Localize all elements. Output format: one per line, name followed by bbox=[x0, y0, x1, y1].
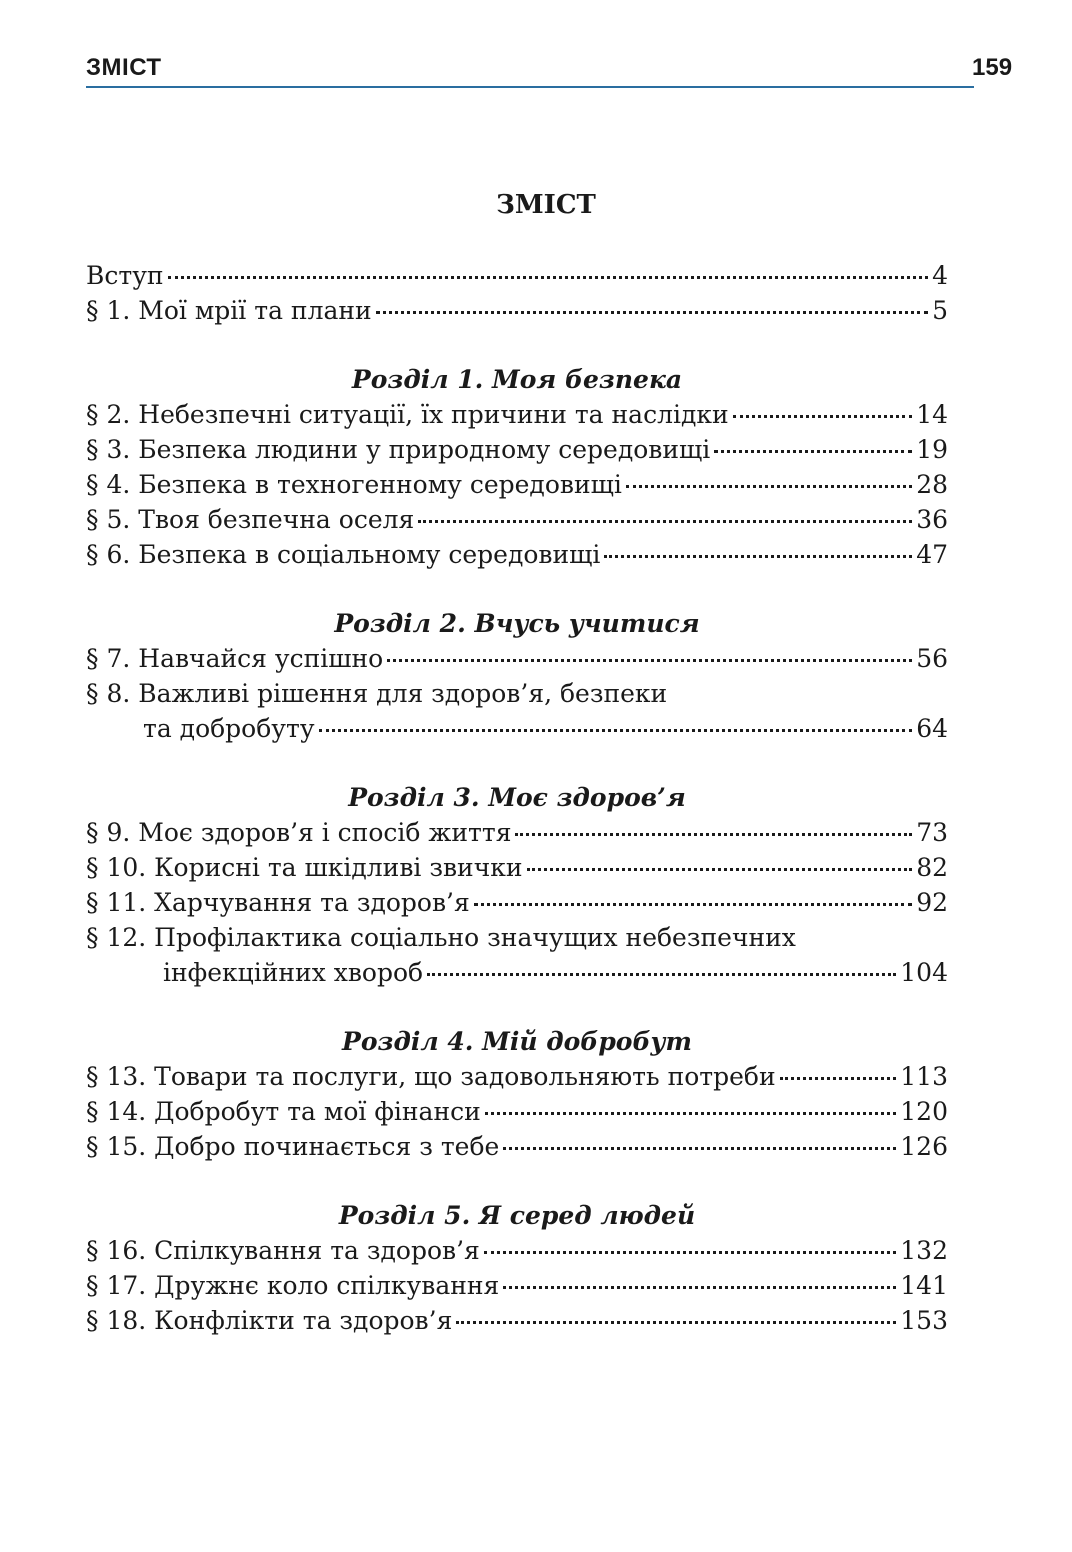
entry-title: Спілкування та здоров’я bbox=[154, 1236, 480, 1265]
toc-entry bbox=[86, 850, 948, 885]
entry-title: Профілактика соціально значущих небезпечних bbox=[154, 923, 796, 952]
page-number: 159 bbox=[972, 54, 1013, 81]
entry-title: Дружнє коло спілкування bbox=[154, 1271, 500, 1300]
entry-page: 73 bbox=[916, 818, 948, 847]
toc-title: ЗМІСТ bbox=[496, 190, 596, 220]
entry-title: Конфлікти та здоров’я bbox=[154, 1306, 453, 1335]
toc-entry bbox=[86, 1233, 948, 1268]
toc-entry bbox=[86, 1129, 948, 1164]
entry-number: § 10. bbox=[86, 853, 147, 882]
entry-number: § 6. bbox=[86, 540, 131, 569]
dot-leader bbox=[387, 659, 912, 662]
entry-title: Небезпечні ситуації, їх причини та наслідки bbox=[138, 400, 729, 429]
entry-title: Безпека в техногенному середовищі bbox=[138, 470, 622, 499]
dot-leader bbox=[427, 973, 896, 976]
dot-leader bbox=[456, 1321, 896, 1324]
toc-entry bbox=[86, 293, 948, 328]
dot-leader bbox=[780, 1077, 897, 1080]
table-of-contents bbox=[86, 258, 948, 1338]
entry-number: § 15. bbox=[86, 1132, 147, 1161]
toc-entry bbox=[86, 1268, 948, 1303]
toc-entry bbox=[86, 467, 948, 502]
entry-title: Твоя безпечна оселя bbox=[138, 505, 415, 534]
toc-entry bbox=[86, 920, 948, 955]
toc-entry bbox=[86, 432, 948, 467]
dot-leader bbox=[714, 450, 912, 453]
toc-entry bbox=[86, 885, 948, 920]
entry-number: § 16. bbox=[86, 1236, 147, 1265]
dot-leader bbox=[418, 520, 912, 523]
entry-page: 19 bbox=[916, 435, 948, 464]
running-header bbox=[86, 54, 974, 88]
entry-page: 104 bbox=[900, 958, 948, 987]
entry-number: § 8. bbox=[86, 679, 131, 708]
dot-leader bbox=[733, 415, 913, 418]
entry-page: 28 bbox=[916, 470, 948, 499]
toc-entry bbox=[86, 397, 948, 432]
entry-title: Добро починається з тебе bbox=[154, 1132, 500, 1161]
toc-entry bbox=[86, 1303, 948, 1338]
entry-page: 64 bbox=[916, 714, 948, 743]
entry-title: Товари та послуги, що задовольняють потреби bbox=[154, 1062, 776, 1091]
entry-page: 14 bbox=[916, 400, 948, 429]
entry-title-continuation: та добробуту bbox=[143, 714, 315, 743]
entry-number: § 3. bbox=[86, 435, 131, 464]
toc-entry bbox=[86, 1094, 948, 1129]
toc-entry-continuation bbox=[86, 711, 948, 746]
dot-leader bbox=[503, 1147, 896, 1150]
toc-entry-continuation bbox=[86, 955, 948, 990]
running-header-title: ЗМІСТ bbox=[86, 54, 162, 81]
toc-entry bbox=[86, 537, 948, 572]
entry-number: § 1. bbox=[86, 296, 131, 325]
entry-title: Мої мрії та плани bbox=[138, 296, 372, 325]
dot-leader bbox=[503, 1286, 896, 1289]
entry-page: 47 bbox=[916, 540, 948, 569]
entry-title: Вступ bbox=[86, 261, 164, 290]
entry-title: Безпека в соціальному середовищі bbox=[138, 540, 601, 569]
entry-number: § 18. bbox=[86, 1306, 147, 1335]
toc-entry bbox=[86, 815, 948, 850]
entry-number: § 11. bbox=[86, 888, 147, 917]
toc-entry bbox=[86, 676, 948, 711]
entry-page: 36 bbox=[916, 505, 948, 534]
entry-title: Харчування та здоров’я bbox=[154, 888, 470, 917]
entry-title: Корисні та шкідливі звички bbox=[154, 853, 523, 882]
dot-leader bbox=[485, 1112, 897, 1115]
entry-title: Безпека людини у природному середовищі bbox=[138, 435, 711, 464]
dot-leader bbox=[484, 1251, 896, 1254]
entry-page: 4 bbox=[932, 261, 948, 290]
section-heading: Розділ 4. Мій добробут bbox=[342, 1027, 692, 1056]
entry-page: 5 bbox=[932, 296, 948, 325]
dot-leader bbox=[515, 833, 912, 836]
dot-leader bbox=[168, 276, 929, 279]
toc-entry bbox=[86, 258, 948, 293]
section-heading: Розділ 3. Моє здоров’я bbox=[348, 783, 686, 812]
dot-leader bbox=[604, 555, 912, 558]
section-heading: Розділ 2. Вчусь учитися bbox=[334, 609, 700, 638]
entry-number: § 4. bbox=[86, 470, 131, 499]
entry-number: § 5. bbox=[86, 505, 131, 534]
toc-entry bbox=[86, 641, 948, 676]
entry-page: 141 bbox=[900, 1271, 948, 1300]
entry-title: Добробут та мої фінанси bbox=[154, 1097, 481, 1126]
entry-number: § 7. bbox=[86, 644, 131, 673]
entry-page: 153 bbox=[900, 1306, 948, 1335]
section-heading: Розділ 5. Я серед людей bbox=[338, 1201, 696, 1230]
entry-page: 126 bbox=[900, 1132, 948, 1161]
entry-number: § 2. bbox=[86, 400, 131, 429]
entry-title-continuation: інфекційних хвороб bbox=[163, 958, 424, 987]
entry-title: Моє здоров’я і спосіб життя bbox=[138, 818, 512, 847]
entry-title: Важливі рішення для здоров’я, безпеки bbox=[138, 679, 668, 708]
entry-number: § 9. bbox=[86, 818, 131, 847]
entry-page: 56 bbox=[916, 644, 948, 673]
entry-number: § 17. bbox=[86, 1271, 147, 1300]
dot-leader bbox=[376, 311, 928, 314]
section-heading: Розділ 1. Моя безпека bbox=[351, 365, 683, 394]
entry-page: 92 bbox=[916, 888, 948, 917]
entry-page: 132 bbox=[900, 1236, 948, 1265]
toc-entry bbox=[86, 1059, 948, 1094]
dot-leader bbox=[319, 729, 913, 732]
entry-page: 82 bbox=[916, 853, 948, 882]
entry-number: § 14. bbox=[86, 1097, 147, 1126]
entry-title: Навчайся успішно bbox=[138, 644, 384, 673]
toc-entry bbox=[86, 502, 948, 537]
entry-page: 113 bbox=[900, 1062, 948, 1091]
entry-number: § 12. bbox=[86, 923, 147, 952]
entry-page: 120 bbox=[900, 1097, 948, 1126]
entry-number: § 13. bbox=[86, 1062, 147, 1091]
dot-leader bbox=[626, 485, 912, 488]
dot-leader bbox=[527, 868, 913, 871]
dot-leader bbox=[474, 903, 912, 906]
